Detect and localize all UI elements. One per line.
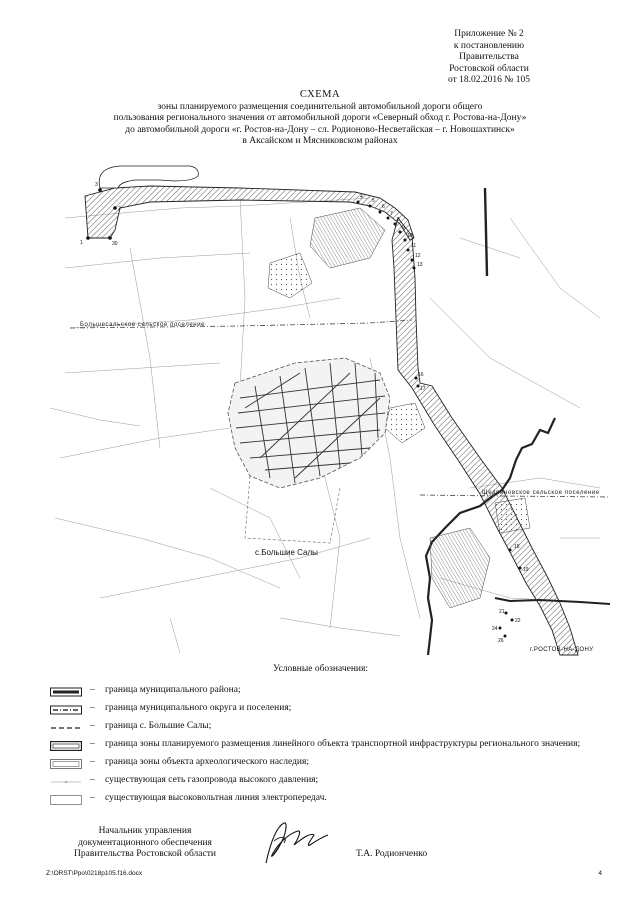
handwritten-signature — [258, 815, 338, 870]
legend-dash: – — [90, 775, 95, 785]
signer-position-3: Правительства Ростовской области — [74, 849, 216, 859]
point-label: 10 — [407, 233, 413, 239]
title-line-4: в Аксайском и Мясниковском районах — [242, 136, 398, 146]
legend-item-power — [50, 792, 610, 810]
point-label: 1 — [80, 240, 83, 246]
label-village: с.Большие Салы — [255, 548, 318, 557]
legend-text: граница зоны объекта археологического наследия; — [105, 757, 310, 767]
appendix-line-2: к постановлению — [453, 40, 525, 51]
legend-dash: – — [90, 721, 95, 731]
appendix-line-5: от 18.02.2016 № 105 — [448, 75, 530, 85]
title-heading: СХЕМА — [299, 89, 341, 100]
legend-text: граница муниципального округа и поселения; — [105, 703, 292, 713]
legend-dash: – — [90, 793, 95, 803]
point-label: 18 — [514, 544, 520, 550]
settlement-boundary-symbol — [50, 705, 82, 715]
point-label: 30 — [112, 241, 118, 247]
document-title — [60, 89, 580, 148]
label-bolshesaly-settlement: Большесальское сельское поселение — [80, 322, 206, 328]
legend-dash: – — [90, 739, 95, 749]
legend-text: существующая высоковольтная линия электропередач. — [105, 793, 327, 803]
point-label: 12 — [415, 253, 421, 259]
signer-position-2: документационного обеспечения — [78, 837, 212, 848]
village-boundary-symbol — [50, 723, 82, 733]
point-label: 26 — [498, 638, 504, 644]
title-line-3: до автомобильной дороги «г. Ростов-на-Дону – сл. Родионово-Несветайская – г. Новошахтинск» — [125, 124, 515, 135]
legend — [50, 684, 610, 810]
point-label: 21 — [499, 609, 505, 615]
point-label: 11 — [411, 243, 417, 249]
district-boundary-symbol — [50, 687, 82, 697]
point-label: 19 — [523, 567, 529, 573]
scheme-map — [40, 158, 615, 658]
signer-name: Т.А. Родионченко — [356, 849, 428, 859]
legend-text: граница зоны планируемого размещения линейного объекта транспортной инфраструктуры регионального значения; — [105, 739, 581, 749]
point-label: 17 — [420, 386, 426, 392]
appendix-line-3: Правительства — [459, 52, 519, 62]
point-label: 7 — [390, 211, 393, 217]
legend-item-road-zone — [50, 738, 610, 756]
road-zone-symbol — [50, 741, 82, 751]
legend-item-gas — [50, 774, 610, 792]
archaeology-zone-symbol — [50, 759, 82, 769]
point-label: 13 — [417, 262, 423, 268]
label-chaltyr-settlement: Щедриновское сельское поселение — [482, 490, 600, 496]
legend-item-archaeology — [50, 756, 610, 774]
legend-text: граница с. Большие Салы; — [105, 721, 212, 731]
point-label: 24 — [492, 626, 498, 632]
legend-text: существующая сеть газопровода высокого давления; — [105, 775, 319, 785]
appendix-line-4: Ростовской области — [449, 63, 529, 74]
legend-dash: – — [90, 703, 95, 713]
footer-file-path: Z:\ORST\Ppo\0218p105.f16.docx — [46, 870, 143, 877]
appendix-line-1: Приложение № 2 — [454, 29, 524, 39]
legend-item-settlement — [50, 702, 610, 720]
legend-dash: – — [90, 757, 95, 767]
point-label: 6 — [382, 204, 385, 210]
appendix-block — [399, 29, 579, 87]
point-label: 2 — [118, 206, 121, 212]
signature-block — [50, 826, 240, 861]
point-label: 22 — [515, 618, 521, 624]
title-line-2: пользования регионального значения от автомобильной дороги «Северный обход г. Ростова-на-Дону» — [113, 113, 527, 123]
legend-dash: – — [90, 685, 95, 695]
label-city: г.РОСТОВ-НА-ДОНУ — [530, 647, 594, 653]
point-label: 3 — [95, 182, 98, 188]
legend-title: Условные обозначения: — [273, 664, 369, 674]
title-line-1: зоны планируемого размещения соединительной автомобильной дороги общего — [157, 101, 483, 112]
point-label: 5 — [372, 198, 375, 204]
legend-item-village — [50, 720, 610, 738]
point-label: 8 — [397, 217, 400, 223]
power-line-symbol — [50, 795, 82, 805]
legend-item-district — [50, 684, 610, 702]
signer-position-1: Начальник управления — [98, 826, 192, 836]
point-label: 9 — [402, 225, 405, 231]
point-label: 16 — [418, 372, 424, 378]
point-label: 4 — [360, 194, 363, 200]
footer-page-number: 4 — [598, 870, 602, 877]
legend-text: граница муниципального района; — [105, 685, 241, 695]
gas-pipeline-symbol — [50, 777, 82, 787]
